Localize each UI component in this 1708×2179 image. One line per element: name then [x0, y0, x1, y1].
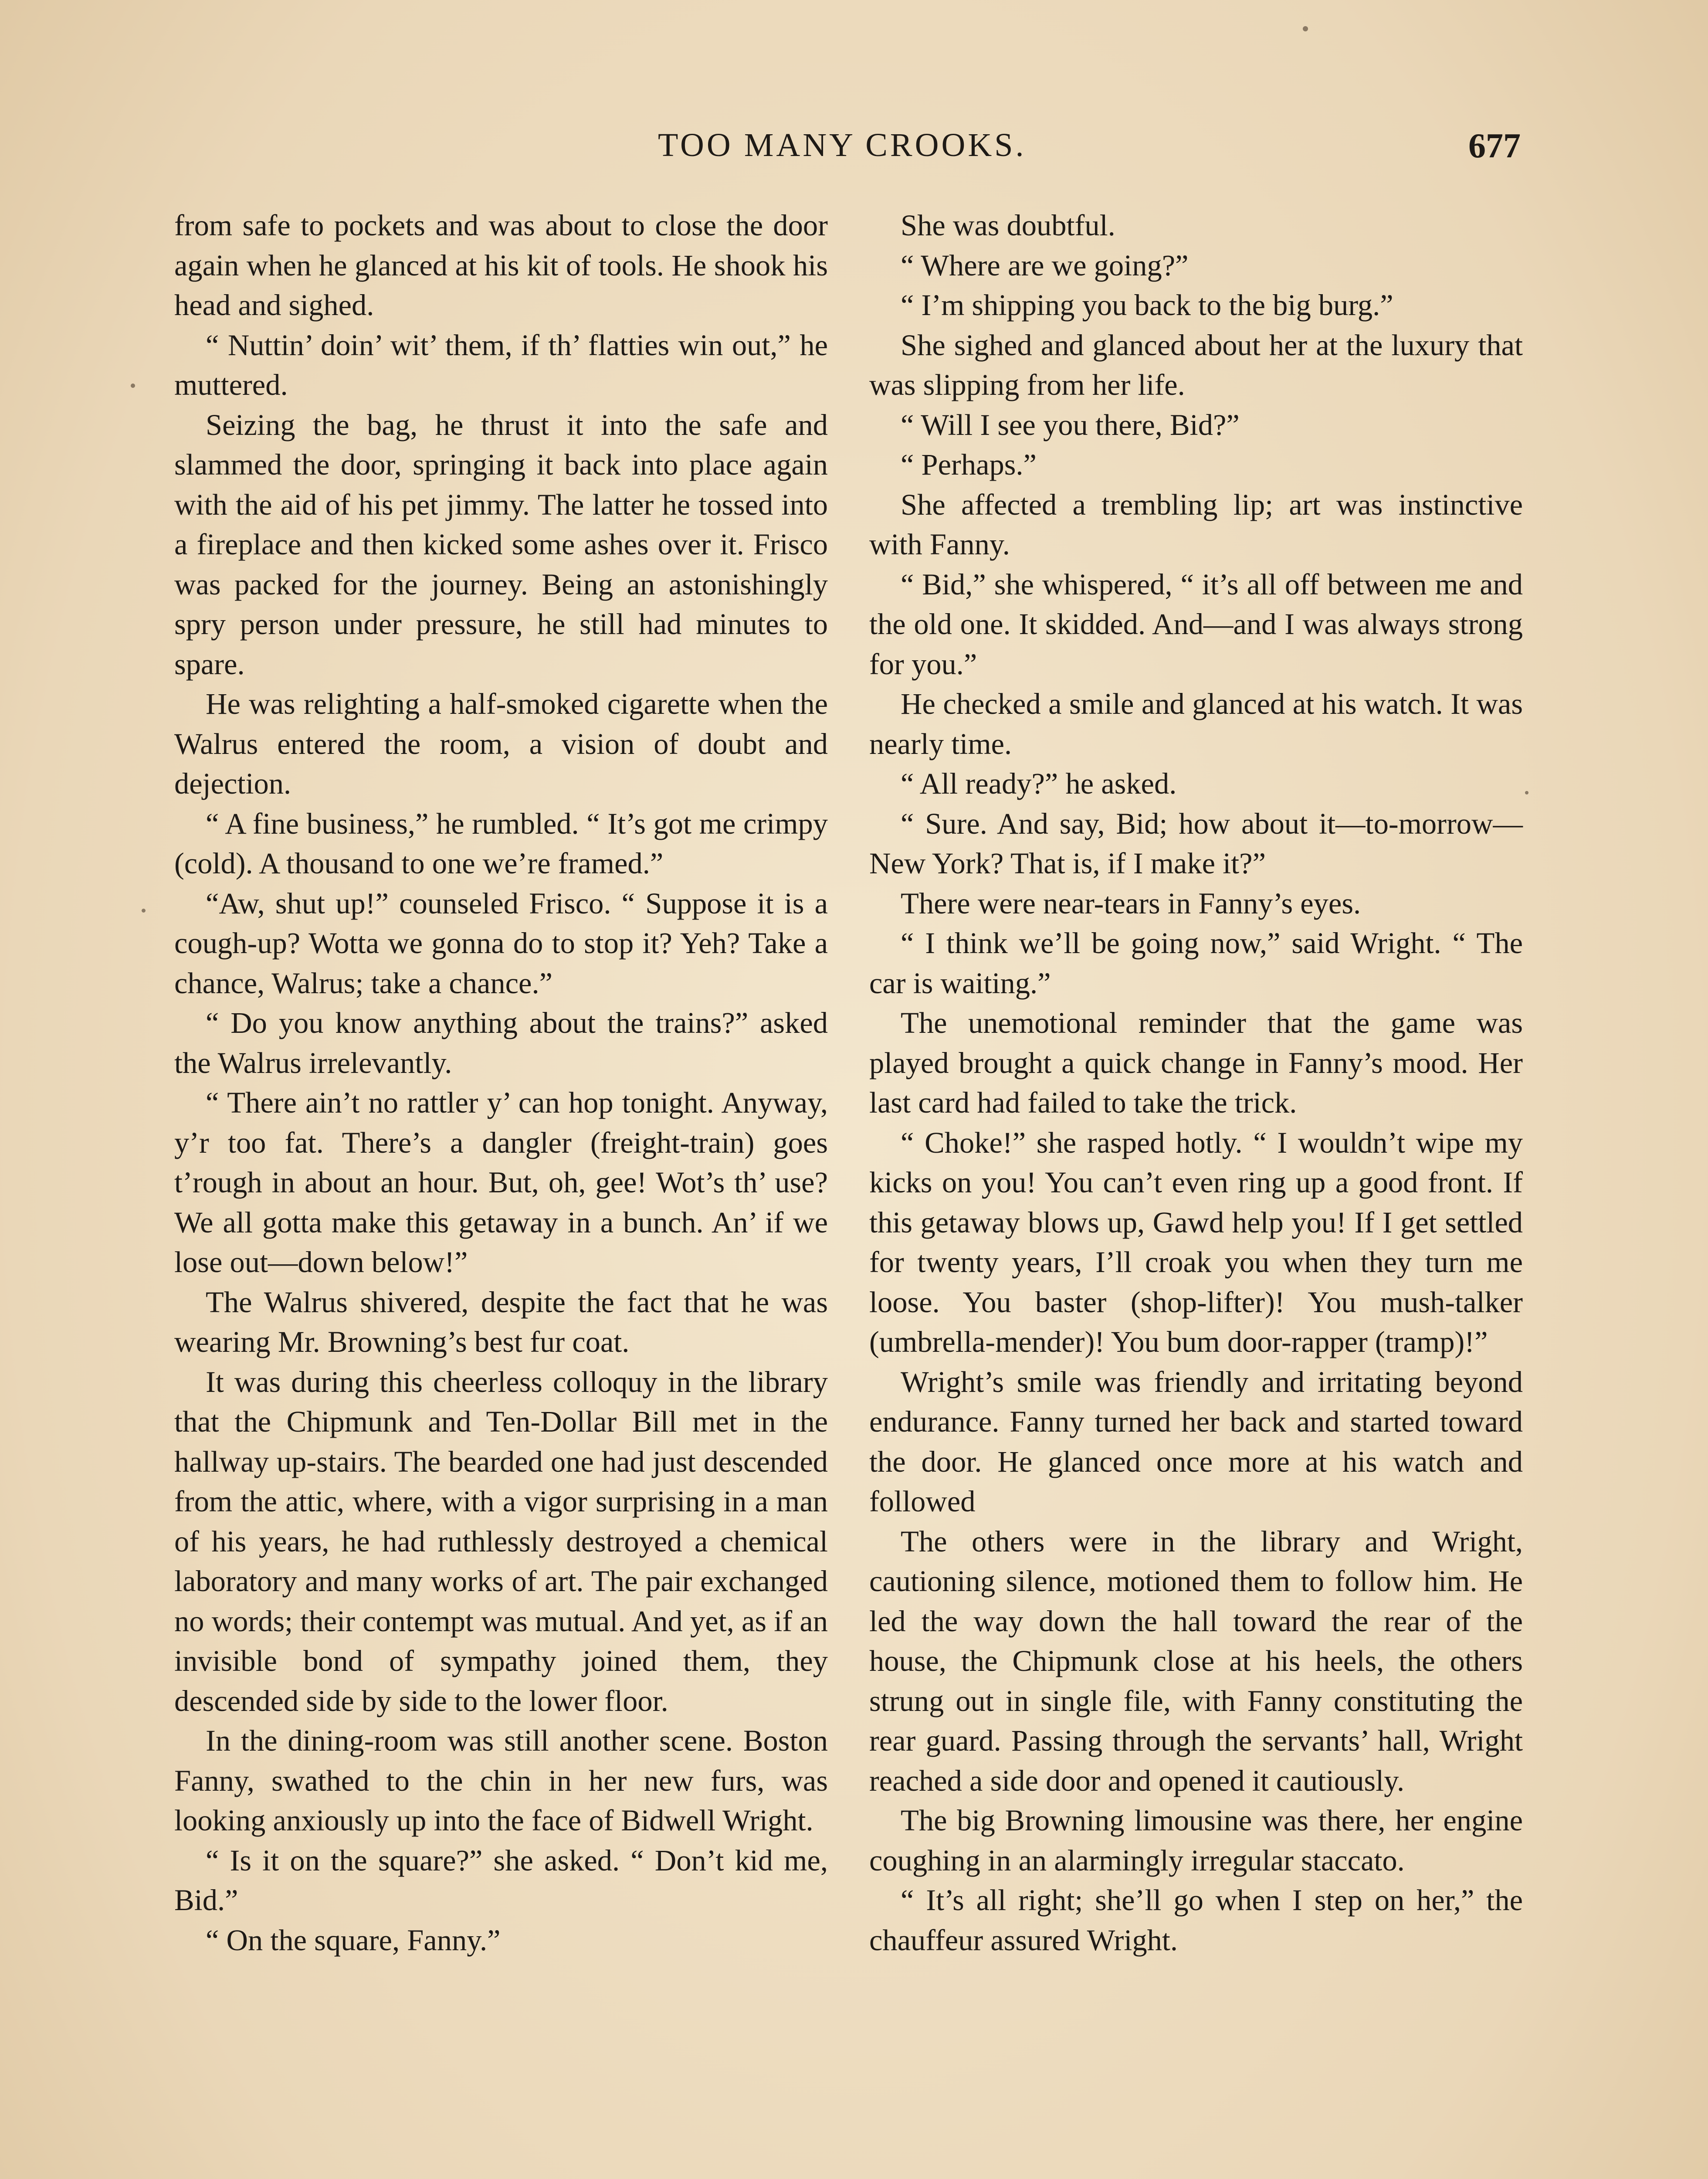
paragraph: “ I think we’ll be going now,” said Wright. “ The car is waiting.”: [869, 927, 1523, 1000]
paragraph: “ All ready?” he asked.: [901, 767, 1177, 800]
left-text-column: [174, 206, 828, 1960]
paragraph: She sighed and glanced about her at the luxury that was slipping from her life.: [869, 328, 1523, 401]
paragraph: The others were in the library and Wright, cautioning silence, motioned them to follow him. He led the way down the hall toward the rear of the house, the Chipmunk close at his heels, the others strung out in single file, with Fanny constituting the rear guard. Passing through the servants’ hall, Wright reached a side door and opened it cautiously.: [869, 1524, 1523, 1797]
paragraph: There were near-tears in Fanny’s eyes.: [901, 886, 1361, 920]
page-header: [0, 126, 1708, 179]
paragraph: “ Do you know anything about the trains?” asked the Walrus irrelevantly.: [174, 1006, 828, 1079]
paragraph: In the dining-room was still another scene. Boston Fanny, swathed to the chin in her new furs, was looking anxiously up into the face of Bidwell Wright.: [174, 1724, 828, 1837]
paragraph: “ Nuttin’ doin’ wit’ them, if th’ flatties win out,” he muttered.: [174, 328, 828, 401]
paper-speck: [1303, 26, 1308, 31]
paragraph: He checked a smile and glanced at his watch. It was nearly time.: [869, 687, 1523, 760]
paragraph: Seizing the bag, he thrust it into the safe and slammed the door, springing it back into place again with the aid of his pet jimmy. The latter he tossed into a fireplace and then kicked some ashes over it. Frisco was packed for the journey. Being an astonishingly spry person under pressure, he still had minutes to spare.: [174, 408, 828, 681]
paragraph: “ Perhaps.”: [901, 448, 1037, 481]
paragraph: It was during this cheerless colloquy in the library that the Chipmunk and Ten-Dollar Bill met in the hallway up-stairs. The bearded one had just descended from the attic, where, with a vigor surprising in a man of his years, he had ruthlessly destroyed a chemical laboratory and many works of art. The pair exchanged no words; their contempt was mutual. And yet, as if an invisible bond of sympathy joined them, they descended side by side to the lower floor.: [174, 1365, 828, 1717]
paragraph: He was relighting a half-smoked cigarette when the Walrus entered the room, a vision of doubt and dejection.: [174, 687, 828, 800]
paper-speck: [131, 384, 135, 388]
page-number: 677: [1468, 127, 1521, 165]
paragraph: from safe to pockets and was about to close the door again when he glanced at his kit of tools. He shook his head and sighed.: [174, 209, 828, 322]
paragraph: “ I’m shipping you back to the big burg.”: [901, 288, 1393, 322]
paragraph: “ On the square, Fanny.”: [206, 1923, 501, 1957]
paragraph: The Walrus shivered, despite the fact that he was wearing Mr. Browning’s best fur coat.: [174, 1285, 828, 1358]
running-title: TOO MANY CROOKS.: [658, 127, 1027, 163]
paper-speck: [142, 909, 146, 913]
paragraph: “ A fine business,” he rumbled. “ It’s got me crimpy (cold). A thousand to one we’re framed.”: [174, 807, 828, 880]
paragraph: “ Where are we going?”: [901, 248, 1189, 282]
paper-speck: [1525, 791, 1528, 794]
paragraph: “Aw, shut up!” counseled Frisco. “ Suppose it is a cough-up? Wotta we gonna do to stop it? Yeh? Take a chance, Walrus; take a chance.”: [174, 886, 828, 1000]
paragraph: “ Bid,” she whispered, “ it’s all off between me and the old one. It skidded. And—and I was always strong for you.”: [869, 567, 1523, 681]
paragraph: She affected a trembling lip; art was instinctive with Fanny.: [869, 488, 1523, 561]
paragraph: “ Sure. And say, Bid; how about it—to-morrow—New York? That is, if I make it?”: [869, 807, 1523, 880]
right-text-column: [869, 206, 1523, 1960]
paragraph: “ There ain’t no rattler y’ can hop tonight. Anyway, y’r too fat. There’s a dangler (freight-train) goes t’rough in about an hour. But, oh, gee! Wot’s th’ use? We all gotta make this getaway in a bunch. An’ if we lose out—down below!”: [174, 1086, 828, 1279]
paragraph: “ Choke!” she rasped hotly. “ I wouldn’t wipe my kicks on you! You can’t even ring up a good front. If this getaway blows up, Gawd help you! If I get settled for twenty years, I’ll croak you when they turn me loose. You baster (shop-lifter)! You mush-talker (umbrella-mender)! You bum door-rapper (tramp)!”: [869, 1126, 1523, 1358]
paragraph: Wright’s smile was friendly and irritating beyond endurance. Fanny turned her back and started toward the door. He glanced once more at his watch and followed: [869, 1365, 1523, 1518]
paragraph: “ Is it on the square?” she asked. “ Don’t kid me, Bid.”: [174, 1843, 828, 1917]
paragraph: “ Will I see you there, Bid?”: [901, 408, 1240, 441]
paragraph: She was doubtful.: [901, 209, 1115, 242]
paragraph: “ It’s all right; she’ll go when I step on her,” the chauffeur assured Wright.: [869, 1884, 1523, 1957]
paragraph: The big Browning limousine was there, her engine coughing in an alarmingly irregular staccato.: [869, 1804, 1523, 1877]
paragraph: The unemotional reminder that the game was played brought a quick change in Fanny’s mood. Her last card had failed to take the trick.: [869, 1006, 1523, 1119]
